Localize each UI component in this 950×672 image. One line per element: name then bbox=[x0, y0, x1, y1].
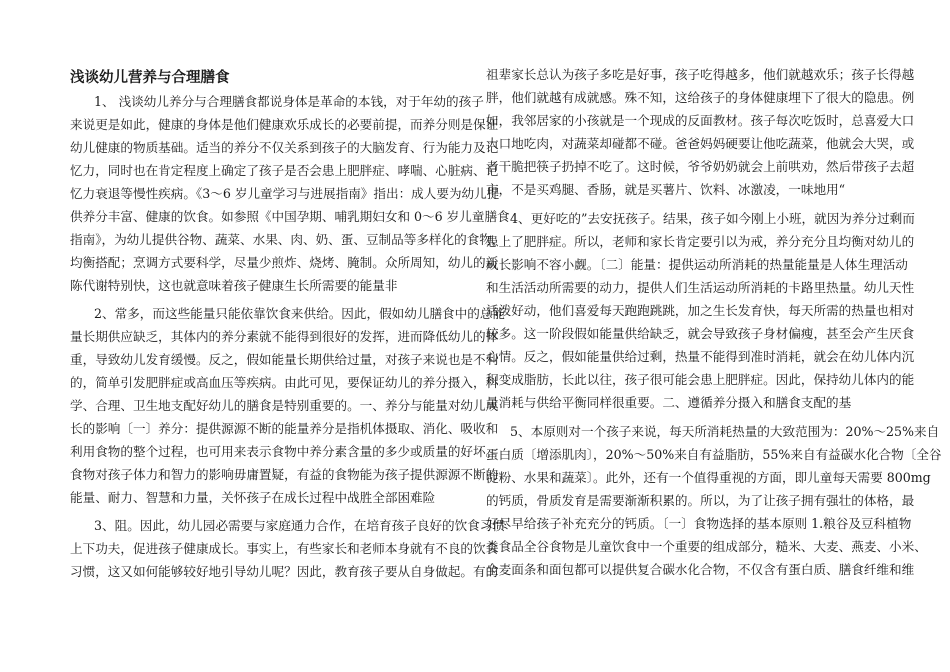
text-line: 胖，他们就越有成就感。殊不知，这给孩子的身体健康埋下了很大的隐患。例 bbox=[486, 90, 915, 105]
text-line: 学、合理、卫生地支配好幼儿的膳食是特别重要的。一、养分与能量对幼儿成 bbox=[70, 398, 499, 413]
text-line: 市，不是买鸡腿、香肠，就是买薯片、饮料、冰激凌，一味地用“ bbox=[486, 182, 846, 197]
text-line: 和生活活动所需要的动力，提供人们生活运动所消耗的卡路里热量。幼儿天性 bbox=[486, 280, 915, 295]
text-line: 祖辈家长总认为孩子多吃是好事，孩子吃得越多，他们就越欢乐；孩子长得越 bbox=[486, 67, 915, 82]
text-line: 幼儿健康的物质基础。适当的养分不仅关系到孩子的大脑发育、行为能力及记 bbox=[70, 140, 499, 155]
text-line: 大口地吃肉，对蔬菜却碰都不碰。爸爸妈妈硬要让他吃蔬菜，他就会大哭，或 bbox=[486, 136, 915, 151]
text-line: 忆力，同时也在肯定程度上确定了孩子是否会患上肥胖症、哮喘、心脏病、记 bbox=[70, 163, 499, 178]
text-line: 如，我邻居家的小孩就是一个现成的反面教材。孩子每次吃饭时，总喜爱大口 bbox=[486, 113, 915, 128]
text-line: 上下功夫，促进孩子健康成长。事实上，有些家长和老师本身就有不良的饮食 bbox=[70, 541, 499, 556]
text-line: 成长影响不容小觑。〔二〕能量：提供运动所消耗的热量能量是人体生理活动 bbox=[486, 257, 908, 272]
text-line: 3、阻。因此，幼儿园必需要与家庭通力合作，在培育孩子良好的饮食习惯 bbox=[94, 518, 506, 533]
text-line: 蛋白质〔增添肌肉〕，20%～50%来自有益脂肪，55%来自有益碳水化合物〔全谷 bbox=[486, 447, 942, 462]
text-line: 1、 浅谈幼儿养分与合理膳食都说身体是革命的本钱，对于年幼的孩子 bbox=[94, 94, 484, 109]
text-line: 者干脆把筷子扔掉不吃了。这时候，爷爷奶奶就会上前哄劝，然后带孩子去超 bbox=[486, 159, 915, 174]
text-line: 心情。反之，假如能量供给过剩，热量不能得到准时消耗，就会在幼儿体内沉 bbox=[486, 349, 915, 364]
text-line: 量消耗与供给平衡同样很重要。二、遵循养分摄入和膳食支配的基 bbox=[486, 395, 852, 410]
text-line: 食物对孩子体力和智力的影响毋庸置疑，有益的食物能为孩子提供源源不断的 bbox=[70, 467, 499, 482]
text-line: 重，导致幼儿发育缓慢。反之，假如能量长期供给过量，对孩子来说也是不利 bbox=[70, 352, 499, 367]
text-line: 4、更好吃的”去安抚孩子。结果，孩子如今刚上小班，就因为养分过剩而 bbox=[510, 211, 915, 226]
text-line: 供养分丰富、健康的饮食。如参照《中国孕期、哺乳期妇女和 0～6 岁儿童膳食 bbox=[70, 209, 510, 224]
text-line: 忆力衰退等慢性疾病。《3～6 岁儿童学习与进展指南》指出：成人要为幼儿提 bbox=[70, 186, 500, 201]
text-line: 长的影响〔一〕养分：提供源源不断的能量养分是指机体摄取、消化、吸收和 bbox=[70, 421, 499, 436]
text-line: 好尽早给孩子补充充分的钙质。〔一〕食物选择的基本原则 1.粮谷及豆科植物 bbox=[486, 516, 912, 531]
text-line: 淀粉、水果和蔬菜〕。此外，还有一个值得重视的方面，即儿童每天需要 800mg bbox=[486, 470, 931, 485]
text-line: 陈代谢特别快，这也就意味着孩子健康生长所需要的能量非 bbox=[70, 278, 398, 293]
text-line: 能量、耐力、智慧和力量，关怀孩子在成长过程中战胜全部困难险 bbox=[70, 490, 436, 505]
text-line: 均衡搭配；烹调方式要科学，尽量少煎炸、烧烤、腌制。众所周知，幼儿的新 bbox=[70, 255, 499, 270]
text-line: 利用食物的整个过程，也可用来表示食物中养分素含量的多少或质量的好坏。 bbox=[70, 444, 499, 459]
text-line: 5、本原则对一个孩子来说，每天所消耗热量的大致范围为：20%～25%来自 bbox=[510, 424, 940, 439]
text-line: 患上了肥胖症。所以，老师和家长肯定要引以为戒，养分充分且均衡对幼儿的 bbox=[486, 234, 915, 249]
document-title: 浅谈幼儿营养与合理膳食 bbox=[70, 70, 230, 86]
text-line: 类食品全谷食物是儿童饮食中一个重要的组成部分，糙米、大麦、燕麦、小米、 bbox=[486, 539, 927, 554]
text-line: 指南》，为幼儿提供谷物、蔬菜、水果、肉、奶、蛋、豆制品等多样化的食物， bbox=[70, 232, 505, 247]
text-line: 较多。这一阶段假如能量供给缺乏，就会导致孩子身材偏瘦，甚至会产生厌食 bbox=[486, 326, 915, 341]
text-line: 活泼好动，他们喜爱每天跑跑跳跳，加之生长发育快，每天所需的热量也相对 bbox=[486, 303, 915, 318]
text-line: 来说更是如此，健康的身体是他们健康欢乐成长的必要前提，而养分则是保证 bbox=[70, 117, 499, 132]
text-line: 习惯，这又如何能够较好地引导幼儿呢？因此，教育孩子要从自身做起。有的 bbox=[70, 564, 499, 579]
text-line: 量长期供应缺乏，其体内的养分素就不能得到很好的发挥，进而降低幼儿的体 bbox=[70, 329, 499, 344]
text-line: 的钙质，骨质发育是需要渐渐积累的。所以，为了让孩子拥有强壮的体格，最 bbox=[486, 493, 915, 508]
text-line: 2、常多，而这些能量只能依靠饮食来供给。因此，假如幼儿膳食中的总能 bbox=[94, 306, 506, 321]
text-line: 积变成脂肪，长此以往，孩子很可能会患上肥胖症。因此，保持幼儿体内的能 bbox=[486, 372, 915, 387]
text-line: 的，简单引发肥胖症或高血压等疾病。由此可见，要保证幼儿的养分摄入，科 bbox=[70, 375, 499, 390]
text-line: 全麦面条和面包都可以提供复合碳水化合物，不仅含有蛋白质、膳食纤维和维 bbox=[486, 562, 915, 577]
